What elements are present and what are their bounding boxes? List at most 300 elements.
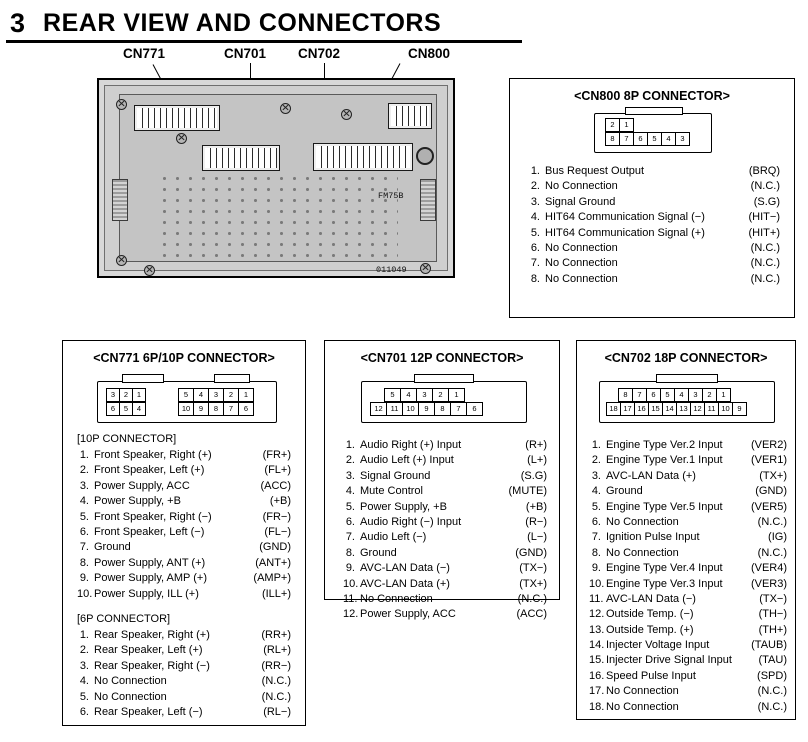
pin-number: 15.: [589, 654, 605, 667]
pin-row: [343, 501, 547, 516]
pin-code: (ILL+): [261, 587, 291, 600]
pin-number: 5.: [345, 500, 355, 513]
pin-code: (TAU): [758, 654, 787, 667]
pin-number: 1.: [591, 439, 601, 451]
connector-latch-cn702: [656, 374, 718, 383]
pin-row: [77, 449, 291, 464]
pin-name: Rear Speaker, Left (−): [94, 705, 203, 718]
pin-number: 2.: [345, 454, 355, 467]
pin-name: Rear Speaker, Left (+): [94, 644, 203, 657]
panel-title-cn800: <CN800 8P CONNECTOR>: [574, 89, 730, 103]
pin-code: (VER5): [750, 500, 787, 513]
pin-name: Audio Left (−): [360, 531, 427, 544]
connector-pin-cell: 2: [702, 388, 717, 402]
pin-name: Power Supply, ACC: [360, 608, 456, 621]
pin-code: (N.C.): [750, 272, 780, 285]
pin-row: [589, 670, 787, 685]
pin-name: No Connection: [606, 546, 679, 559]
pin-code: (TH+): [758, 623, 787, 636]
connector-pin-cell: 8: [605, 132, 620, 146]
pin-name: Front Speaker, Right (+): [94, 449, 212, 461]
panel-cn701: [324, 340, 560, 621]
panel-cn800: [509, 78, 795, 318]
unit-rear-view-image: [97, 78, 455, 278]
connector-diagram-cn771: [97, 381, 277, 423]
pin-row: [528, 227, 780, 242]
pin-code: (ACC): [516, 608, 547, 621]
pin-number: 3.: [79, 479, 89, 492]
pin-name: Power Supply, AMP (+): [94, 572, 208, 585]
connector-pin-cell: 7: [223, 402, 239, 416]
pin-row: [589, 593, 787, 608]
pin-name: No Connection: [545, 272, 618, 285]
connector-pin-cell: 11: [386, 402, 403, 416]
panel-cn702: [576, 340, 796, 720]
pin-row: [77, 660, 291, 675]
connector-pin-cell: 6: [646, 388, 661, 402]
pin-code: (R+): [525, 439, 547, 451]
pin-name: Outside Temp. (+): [606, 623, 694, 636]
pin-code: (TX−): [519, 562, 547, 575]
pin-code: (FR+): [262, 449, 291, 461]
pin-list-cn771-10p: [77, 449, 291, 603]
connector-pin-cell: 4: [400, 388, 417, 402]
page-title: REAR VIEW AND CONNECTORS: [43, 8, 442, 37]
pin-row: [343, 439, 547, 454]
pin-code: (N.C.): [757, 700, 787, 713]
screw-bottom-left: [116, 255, 127, 266]
connector-diagram-cn800: [594, 113, 712, 153]
pin-list-cn702: [589, 439, 787, 716]
pin-code: (AMP+): [253, 572, 291, 585]
pin-number: 4.: [79, 495, 89, 508]
pin-code: (N.C.): [750, 257, 780, 270]
connector-cn771-body: [134, 105, 220, 131]
pin-row: [77, 644, 291, 659]
pin-name: Audio Left (+) Input: [360, 454, 454, 467]
connector-pin-cell: 1: [619, 118, 634, 132]
pin-code: (FR−): [262, 510, 291, 523]
connector-pin-cell: 6: [106, 402, 120, 416]
unit-rear-panel: [119, 94, 437, 275]
pin-name: Power Supply, ILL (+): [94, 587, 199, 600]
pin-row: [343, 608, 547, 623]
pin-list-cn800: [528, 165, 780, 288]
pin-code: (N.C.): [750, 241, 780, 254]
pin-list-cn771-6p: [77, 629, 291, 721]
pin-code: (GND): [259, 541, 291, 554]
pin-number: 9.: [79, 572, 89, 585]
pin-code: (+B): [525, 500, 547, 513]
pin-code: (+B): [269, 495, 291, 508]
pin-row: [589, 685, 787, 700]
panel-title-cn771: <CN771 6P/10P CONNECTOR>: [93, 351, 275, 365]
pin-code: (N.C.): [261, 675, 291, 688]
connector-pin-cell: 15: [648, 402, 663, 416]
pin-code: (N.C.): [261, 690, 291, 703]
heatsink-left: [112, 179, 128, 221]
connector-pin-cell: 2: [223, 388, 239, 402]
pin-row: [589, 454, 787, 469]
pin-name: Signal Ground: [545, 195, 616, 208]
pin-number: 10.: [589, 577, 605, 590]
pin-number: 11.: [343, 592, 358, 605]
pin-name: HIT64 Communication Signal (+): [545, 226, 705, 239]
connector-pin-cell: 9: [418, 402, 435, 416]
pin-name: Injecter Drive Signal Input: [606, 654, 732, 667]
pin-code: (FL+): [264, 464, 291, 477]
pin-number: 6.: [345, 515, 355, 528]
section-number: 3: [10, 7, 26, 38]
pin-number: 5.: [530, 226, 540, 239]
pin-row: [343, 516, 547, 531]
connector-latch-cn800: [625, 107, 683, 115]
connector-pin-cell: 5: [647, 132, 662, 146]
connector-pin-cell: 5: [384, 388, 401, 402]
callout-cn702: CN702: [298, 46, 341, 61]
pin-name: AVC-LAN Data (+): [360, 577, 450, 590]
connector-pin-cell: 3: [688, 388, 703, 402]
pin-number: 4.: [591, 485, 601, 498]
pin-row: [77, 464, 291, 479]
pin-name: Ground: [360, 546, 397, 559]
pin-number: 17.: [589, 685, 605, 698]
connector-pin-cell: 6: [238, 402, 254, 416]
pin-number: 8.: [591, 546, 601, 559]
pin-name: Audio Right (−) Input: [360, 515, 462, 528]
pin-code: (R−): [525, 515, 547, 528]
panel-cn771: [62, 340, 306, 726]
pin-code: (TX+): [759, 469, 787, 482]
pin-name: Rear Speaker, Right (−): [94, 659, 210, 672]
pin-number: 1.: [79, 629, 89, 641]
connector-pin-cell: 18: [606, 402, 621, 416]
heatsink-right: [420, 179, 436, 221]
connector-pin-cell: 5: [660, 388, 675, 402]
pin-number: 4.: [79, 675, 89, 688]
connector-pin-cell: 3: [675, 132, 690, 146]
pin-row: [343, 485, 547, 500]
pin-number: 10.: [77, 587, 93, 600]
pin-name: Ignition Pulse Input: [606, 531, 700, 544]
pin-name: HIT64 Communication Signal (−): [545, 211, 705, 224]
pin-number: 11.: [589, 592, 604, 605]
connector-pin-cell: 7: [450, 402, 467, 416]
connector-pin-cell: 11: [704, 402, 719, 416]
connector-pin-cell: 2: [119, 388, 133, 402]
pin-number: 4.: [530, 211, 540, 224]
pin-code: (HIT−): [748, 211, 780, 224]
connector-pin-cell: 1: [448, 388, 465, 402]
connector-pin-cell: 7: [632, 388, 647, 402]
pin-number: 12.: [343, 608, 359, 621]
panel-title-cn701: <CN701 12P CONNECTOR>: [360, 351, 524, 365]
pin-row: [77, 706, 291, 721]
pin-code: (RR−): [261, 659, 291, 672]
pin-code: (TH−): [758, 608, 787, 621]
pin-name: No Connection: [545, 180, 618, 193]
connector-cn701-body: [202, 145, 280, 171]
pin-code: (L−): [527, 531, 547, 544]
pin-code: (GND): [755, 485, 787, 498]
pin-name: Speed Pulse Input: [606, 669, 696, 682]
connector-pin-cell: 10: [178, 402, 194, 416]
pin-number: 3.: [591, 469, 601, 482]
pin-number: 2.: [79, 464, 89, 477]
pin-name: Signal Ground: [360, 469, 431, 482]
pin-code: (VER3): [750, 577, 787, 590]
pin-name: Rear Speaker, Right (+): [94, 629, 210, 641]
pin-name: Engine Type Ver.1 Input: [606, 454, 723, 467]
title-underline: [6, 40, 522, 43]
pin-row: [589, 654, 787, 669]
connector-pin-cell: 16: [634, 402, 649, 416]
pin-row: [589, 562, 787, 577]
connector-pin-cell: 3: [208, 388, 224, 402]
pin-code: (BRQ): [748, 165, 780, 177]
connector-pin-cell: 10: [402, 402, 419, 416]
pin-row: [343, 593, 547, 608]
section-label-10p: [10P CONNECTOR]: [77, 433, 177, 445]
pin-row: [77, 495, 291, 510]
pin-number: 13.: [589, 623, 605, 636]
pin-name: Engine Type Ver.5 Input: [606, 500, 723, 513]
connector-latch-cn771-a: [122, 374, 164, 383]
panel-title-cn702: <CN702 18P CONNECTOR>: [604, 351, 768, 365]
connector-pin-cell: 4: [193, 388, 209, 402]
pin-number: 8.: [530, 272, 540, 285]
pin-code: (MUTE): [508, 485, 547, 498]
connector-pin-cell: 4: [661, 132, 676, 146]
pin-row: [343, 531, 547, 546]
pin-row: [343, 454, 547, 469]
pin-code: (SPD): [757, 669, 787, 682]
pin-row: [589, 470, 787, 485]
connector-cn702-body: [313, 143, 413, 171]
pin-row: [589, 531, 787, 546]
pin-number: 1.: [79, 449, 89, 461]
pin-row: [589, 439, 787, 454]
pin-row: [528, 165, 780, 180]
connector-pin-cell: 7: [619, 132, 634, 146]
pin-row: [589, 639, 787, 654]
connector-pin-cell: 6: [466, 402, 483, 416]
unit-marking-right: FM75B: [378, 191, 404, 201]
pin-row: [589, 516, 787, 531]
unit-chassis: [104, 85, 448, 275]
callout-cn701: CN701: [224, 46, 267, 61]
screw-top-right: [341, 109, 352, 120]
pin-name: AVC-LAN Data (−): [360, 562, 450, 575]
connector-pin-cell: 4: [132, 402, 146, 416]
pin-number: 3.: [530, 195, 540, 208]
pin-row: [77, 557, 291, 572]
pin-code: (N.C.): [517, 592, 547, 605]
pin-code: (N.C.): [757, 546, 787, 559]
pin-name: Front Speaker, Left (+): [94, 464, 205, 477]
pin-name: Front Speaker, Right (−): [94, 510, 212, 523]
connector-pin-cell: 14: [662, 402, 677, 416]
pin-number: 5.: [591, 500, 601, 513]
pin-row: [528, 180, 780, 195]
pin-code: (N.C.): [750, 180, 780, 193]
callout-cn771: CN771: [123, 46, 166, 61]
connector-pin-cell: 1: [716, 388, 731, 402]
pin-name: Engine Type Ver.2 Input: [606, 439, 723, 451]
pin-name: Engine Type Ver.3 Input: [606, 577, 723, 590]
pin-row: [528, 257, 780, 272]
connector-pin-cell: 4: [674, 388, 689, 402]
pin-row: [77, 588, 291, 603]
connector-latch-cn701: [414, 374, 474, 383]
pin-code: (ACC): [260, 479, 291, 492]
pin-row: [77, 675, 291, 690]
pin-name: No Connection: [545, 241, 618, 254]
pin-row: [77, 511, 291, 526]
pin-row: [77, 691, 291, 706]
pin-name: Ground: [606, 485, 643, 498]
pin-row: [77, 480, 291, 495]
pin-row: [589, 624, 787, 639]
pin-row: [589, 701, 787, 716]
connector-cn800-body: [388, 103, 432, 129]
pin-number: 5.: [79, 690, 89, 703]
pin-number: 9.: [345, 562, 355, 575]
pin-name: No Connection: [606, 685, 679, 698]
pin-name: Mute Control: [360, 485, 423, 498]
pin-number: 1.: [530, 165, 540, 177]
pin-row: [589, 547, 787, 562]
pin-name: Engine Type Ver.4 Input: [606, 562, 723, 575]
connector-pin-cell: 5: [119, 402, 133, 416]
pin-code: (S.G): [753, 195, 780, 208]
pin-number: 6.: [530, 241, 540, 254]
connector-diagram-cn702: [599, 381, 775, 423]
pin-name: Front Speaker, Left (−): [94, 525, 205, 538]
pin-row: [589, 485, 787, 500]
pin-code: (IG): [768, 531, 787, 544]
pin-code: (HIT+): [748, 226, 780, 239]
pin-name: Power Supply, ACC: [94, 479, 190, 492]
pin-code: (TAUB): [751, 639, 787, 652]
pin-row: [528, 242, 780, 257]
pin-code: (VER2): [750, 439, 787, 451]
pin-name: No Connection: [606, 515, 679, 528]
pin-code: (FL−): [264, 525, 291, 538]
pin-row: [528, 211, 780, 226]
connector-pin-cell: 9: [193, 402, 209, 416]
pin-name: No Connection: [94, 690, 167, 703]
pin-code: (RL−): [263, 705, 291, 718]
connector-pin-cell: 8: [618, 388, 633, 402]
connector-pin-cell: 1: [132, 388, 146, 402]
pin-name: AVC-LAN Data (+): [606, 469, 696, 482]
pin-number: 12.: [589, 608, 605, 621]
pin-code: (RR+): [261, 629, 291, 641]
pin-row: [343, 578, 547, 593]
pin-number: 14.: [589, 639, 605, 652]
pin-name: Bus Request Output: [545, 165, 645, 177]
pin-code: (TX−): [759, 592, 787, 605]
pin-number: 2.: [591, 454, 601, 467]
pin-row: [589, 501, 787, 516]
pin-row: [343, 470, 547, 485]
pin-code: (VER4): [750, 562, 787, 575]
pin-code: (GND): [515, 546, 547, 559]
pin-number: 7.: [591, 531, 601, 544]
pin-number: 6.: [591, 515, 601, 528]
pin-number: 8.: [345, 546, 355, 559]
pin-number: 3.: [345, 469, 355, 482]
connector-pin-cell: 3: [106, 388, 120, 402]
pin-name: Power Supply, +B: [360, 500, 447, 513]
pin-number: 6.: [79, 705, 89, 718]
pin-number: 7.: [79, 541, 89, 554]
pin-row: [589, 578, 787, 593]
section-label-6p: [6P CONNECTOR]: [77, 613, 171, 625]
pin-number: 6.: [79, 525, 89, 538]
pin-number: 2.: [530, 180, 540, 193]
connector-pin-cell: 10: [718, 402, 733, 416]
pin-row: [77, 629, 291, 644]
pin-row: [77, 572, 291, 587]
screw-upper-mid: [176, 133, 187, 144]
unit-vent-grille: [158, 173, 398, 259]
pin-name: No Connection: [360, 592, 433, 605]
pin-name: Power Supply, +B: [94, 495, 181, 508]
pin-code: (TX+): [519, 577, 547, 590]
connector-pin-cell: 13: [676, 402, 691, 416]
pin-code: (VER1): [750, 454, 787, 467]
pin-name: Power Supply, ANT (+): [94, 556, 206, 569]
screw-top-mid: [280, 103, 291, 114]
connector-pin-cell: 3: [416, 388, 433, 402]
connector-pin-cell: 9: [732, 402, 747, 416]
screw-bottom-right: [420, 263, 431, 274]
pin-name: Outside Temp. (−): [606, 608, 694, 621]
pin-row: [589, 608, 787, 623]
pin-code: (ANT+): [255, 556, 291, 569]
pin-number: 16.: [589, 669, 605, 682]
pin-row: [77, 526, 291, 541]
pin-name: No Connection: [606, 700, 679, 713]
pin-number: 2.: [79, 644, 89, 657]
pin-number: 1.: [345, 439, 355, 451]
pin-number: 3.: [79, 659, 89, 672]
pin-row: [528, 273, 780, 288]
pin-name: AVC-LAN Data (−): [606, 592, 696, 605]
pin-number: 4.: [345, 485, 355, 498]
pin-row: [528, 196, 780, 211]
connector-pin-cell: 8: [434, 402, 451, 416]
pin-name: No Connection: [94, 675, 167, 688]
pin-row: [343, 547, 547, 562]
pin-code: (N.C.): [757, 685, 787, 698]
connector-pin-cell: 17: [620, 402, 635, 416]
pin-name: Injecter Voltage Input: [606, 639, 710, 652]
pin-name: No Connection: [545, 257, 618, 270]
pin-code: (RL+): [263, 644, 291, 657]
connector-pin-cell: 6: [633, 132, 648, 146]
pin-code: (L+): [527, 454, 547, 467]
pin-row: [343, 562, 547, 577]
callout-cn800: CN800: [408, 46, 451, 61]
connector-pin-cell: 12: [370, 402, 387, 416]
connector-pin-cell: 8: [208, 402, 224, 416]
pin-number: 8.: [79, 556, 89, 569]
connector-latch-cn771-b: [214, 374, 250, 383]
pin-code: (S.G): [520, 469, 547, 482]
